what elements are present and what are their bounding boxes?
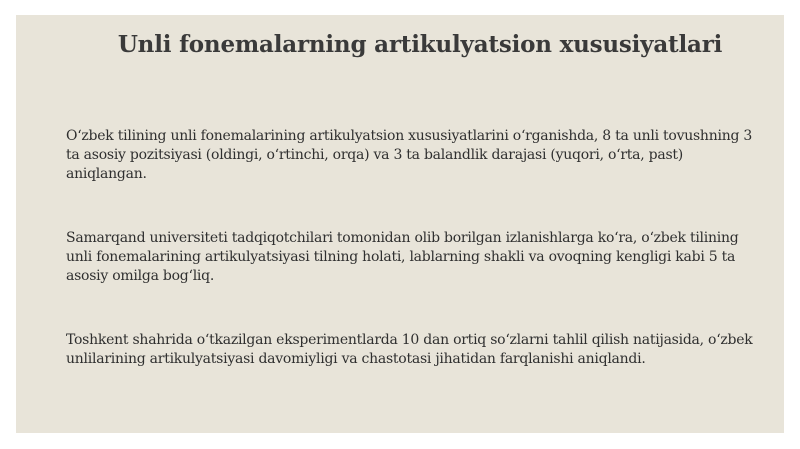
paragraph-3: Toshkent shahrida o‘tkazilgan eksperimentlarda 10 dan ortiq so‘zlarni tahlil qilish natijasida, o‘zbek unlilarining artikulyatsiyasi davomiyligi va chastotasi jihatidan farqlanishi aniqlandi. <box>66 332 753 367</box>
slide <box>16 15 784 433</box>
paragraph-2: Samarqand universiteti tadqiqotchilari tomonidan olib borilgan izlanishlarga ko‘ra, o‘zbek tilining unli fonemalarining artikulyatsiyasi tilning holati, lablarning shakli va ovoqning kengligi kabi 5 ta asosiy omilga bog‘liq. <box>66 230 739 284</box>
slide-title: Unli fonemalarning artikulyatsion xususiyatlari <box>117 31 723 58</box>
paragraph-1: O‘zbek tilining unli fonemalarining artikulyatsion xususiyatlarini o‘rganishda, 8 ta unli tovushning 3 ta asosiy pozitsiyasi (oldingi, o‘rtinchi, orqa) va 3 ta balandlik darajasi (yuqori, o‘rta, past) aniqlangan. <box>66 128 753 182</box>
